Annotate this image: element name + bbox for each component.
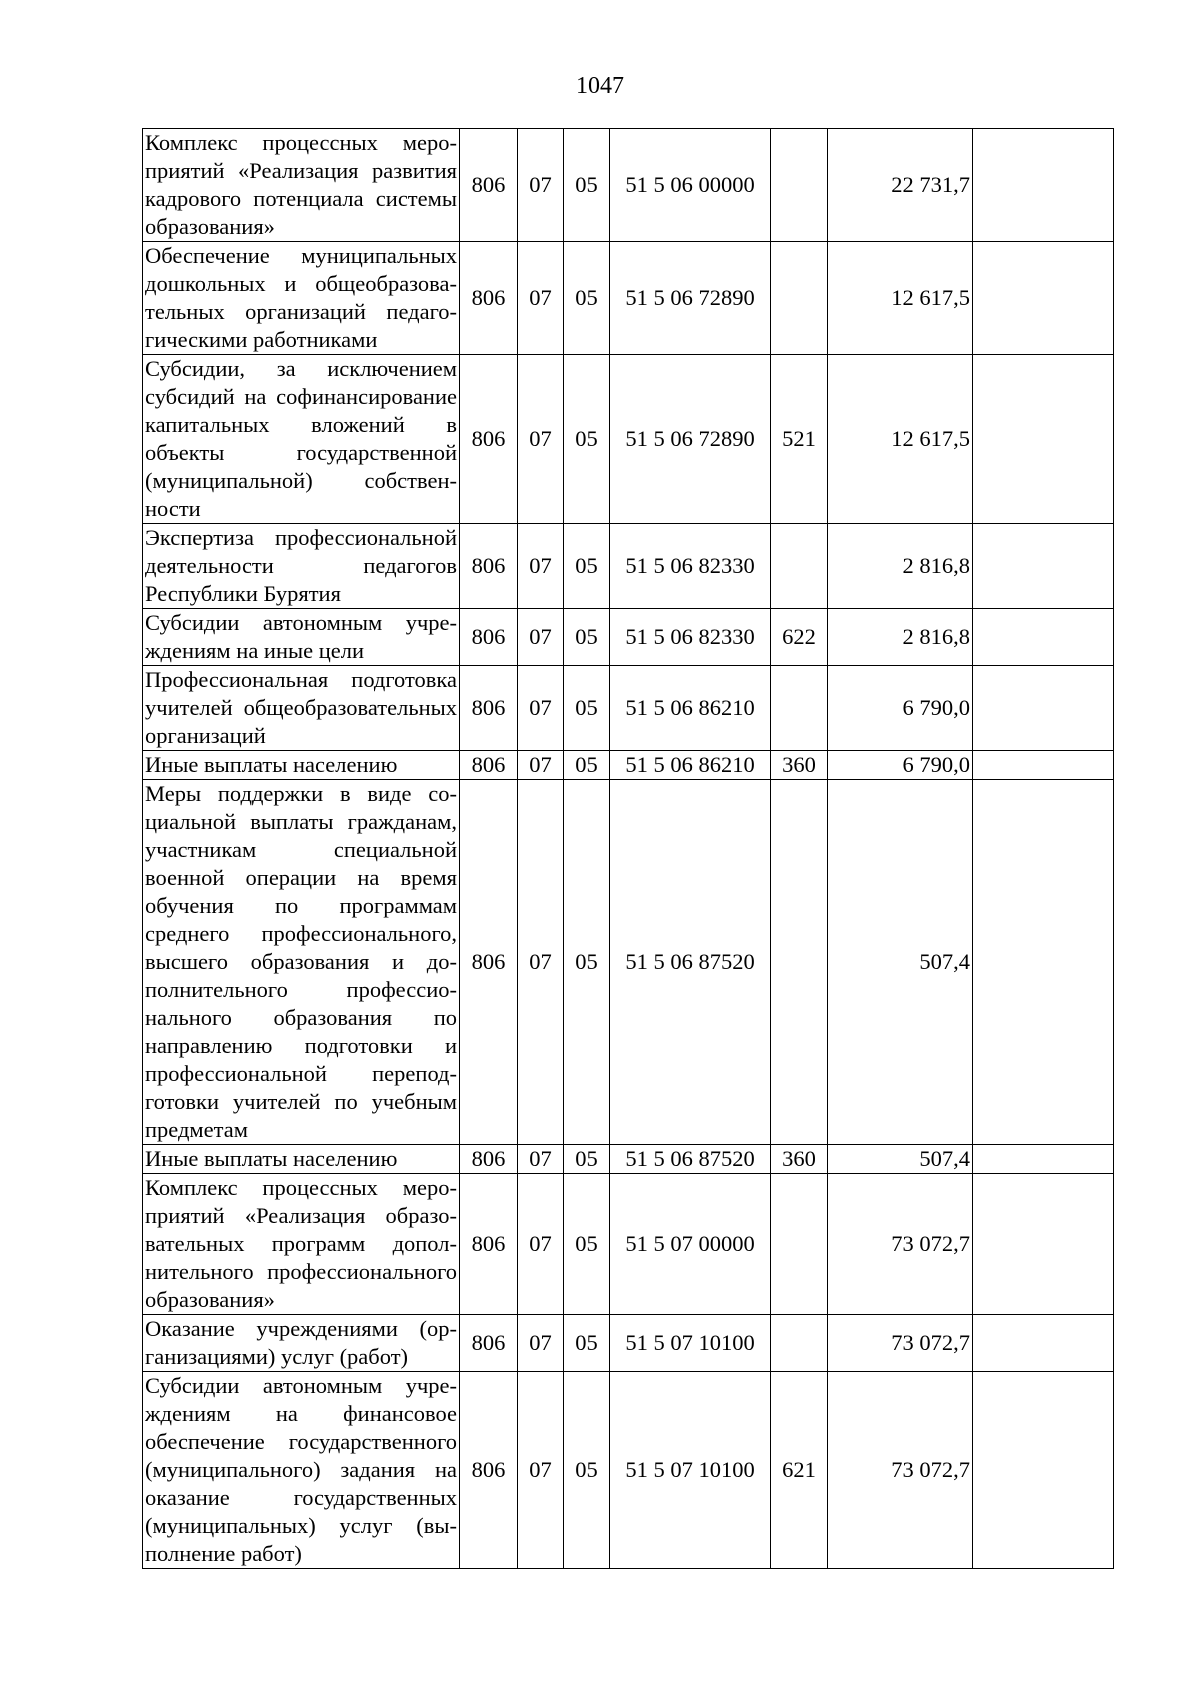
ministry-code: 806 xyxy=(460,1372,518,1569)
table-row xyxy=(143,129,1114,242)
row-name: Оказание учреждениями (организациями) услуг (работ) xyxy=(143,1315,460,1372)
target-article-code: 51 5 06 87520 xyxy=(610,1145,771,1174)
section-code: 07 xyxy=(518,666,564,751)
section-code: 07 xyxy=(518,1174,564,1315)
row-name: Комплекс процессных мероприятий «Реализация образовательных программ дополнительного профессионального образования» xyxy=(143,1174,460,1315)
section-code: 07 xyxy=(518,1145,564,1174)
amount: 73 072,7 xyxy=(828,1174,973,1315)
table-body xyxy=(143,129,1114,1569)
empty-cell xyxy=(973,1315,1114,1372)
subsection-code: 05 xyxy=(564,780,610,1145)
subsection-code: 05 xyxy=(564,1315,610,1372)
section-code: 07 xyxy=(518,1315,564,1372)
row-name: Субсидии автономным учреждениям на иные цели xyxy=(143,609,460,666)
section-code: 07 xyxy=(518,780,564,1145)
expense-type-code: 360 xyxy=(771,1145,828,1174)
table-row xyxy=(143,780,1114,1145)
expense-type-code: 521 xyxy=(771,355,828,524)
target-article-code: 51 5 06 86210 xyxy=(610,751,771,780)
target-article-code: 51 5 07 00000 xyxy=(610,1174,771,1315)
empty-cell xyxy=(973,1174,1114,1315)
table-row xyxy=(143,1315,1114,1372)
ministry-code: 806 xyxy=(460,780,518,1145)
subsection-code: 05 xyxy=(564,242,610,355)
amount: 6 790,0 xyxy=(828,751,973,780)
empty-cell xyxy=(973,129,1114,242)
target-article-code: 51 5 06 87520 xyxy=(610,780,771,1145)
target-article-code: 51 5 07 10100 xyxy=(610,1315,771,1372)
table-row xyxy=(143,242,1114,355)
expense-type-code xyxy=(771,1174,828,1315)
target-article-code: 51 5 06 72890 xyxy=(610,242,771,355)
subsection-code: 05 xyxy=(564,1372,610,1569)
empty-cell xyxy=(973,751,1114,780)
section-code: 07 xyxy=(518,129,564,242)
ministry-code: 806 xyxy=(460,355,518,524)
expense-type-code xyxy=(771,666,828,751)
section-code: 07 xyxy=(518,355,564,524)
amount: 507,4 xyxy=(828,780,973,1145)
amount: 73 072,7 xyxy=(828,1372,973,1569)
subsection-code: 05 xyxy=(564,609,610,666)
empty-cell xyxy=(973,666,1114,751)
expense-type-code xyxy=(771,129,828,242)
ministry-code: 806 xyxy=(460,1174,518,1315)
row-name: Меры поддержки в виде социальной выплаты гражданам, участникам специальной военной операции на время обучения по программам среднего профессионального, высшего образования и дополнительного профессионального образования по направлению подготовки и профессиональной переподготовки учителей по учебным предметам xyxy=(143,780,460,1145)
ministry-code: 806 xyxy=(460,1145,518,1174)
subsection-code: 05 xyxy=(564,751,610,780)
row-name: Профессиональная подготовка учителей общеобразовательных организаций xyxy=(143,666,460,751)
ministry-code: 806 xyxy=(460,524,518,609)
target-article-code: 51 5 06 00000 xyxy=(610,129,771,242)
expense-type-code xyxy=(771,1315,828,1372)
ministry-code: 806 xyxy=(460,1315,518,1372)
amount: 507,4 xyxy=(828,1145,973,1174)
section-code: 07 xyxy=(518,524,564,609)
subsection-code: 05 xyxy=(564,129,610,242)
target-article-code: 51 5 07 10100 xyxy=(610,1372,771,1569)
row-name: Комплекс процессных мероприятий «Реализация развития кадрового потенциала системы образования» xyxy=(143,129,460,242)
table-row xyxy=(143,1145,1114,1174)
amount: 12 617,5 xyxy=(828,242,973,355)
amount: 6 790,0 xyxy=(828,666,973,751)
table-row xyxy=(143,751,1114,780)
expense-type-code: 621 xyxy=(771,1372,828,1569)
empty-cell xyxy=(973,242,1114,355)
row-name: Субсидии, за исключением субсидий на софинансирование капитальных вложений в объекты государственной (муниципальной) собственности xyxy=(143,355,460,524)
table-row xyxy=(143,666,1114,751)
subsection-code: 05 xyxy=(564,1145,610,1174)
empty-cell xyxy=(973,524,1114,609)
target-article-code: 51 5 06 82330 xyxy=(610,609,771,666)
expense-type-code xyxy=(771,524,828,609)
subsection-code: 05 xyxy=(564,355,610,524)
section-code: 07 xyxy=(518,609,564,666)
table-row xyxy=(143,1372,1114,1569)
ministry-code: 806 xyxy=(460,751,518,780)
expense-type-code xyxy=(771,780,828,1145)
expense-type-code: 622 xyxy=(771,609,828,666)
empty-cell xyxy=(973,1372,1114,1569)
row-name: Иные выплаты населению xyxy=(143,751,460,780)
ministry-code: 806 xyxy=(460,609,518,666)
row-name: Иные выплаты населению xyxy=(143,1145,460,1174)
target-article-code: 51 5 06 82330 xyxy=(610,524,771,609)
table-row xyxy=(143,524,1114,609)
ministry-code: 806 xyxy=(460,242,518,355)
amount: 2 816,8 xyxy=(828,609,973,666)
row-name: Субсидии автономным учреждениям на финансовое обеспечение государственного (муниципального) задания на оказание государственных (муниципальных) услуг (выполнение работ) xyxy=(143,1372,460,1569)
row-name: Обеспечение муниципальных дошкольных и общеобразовательных организаций педагогическими работниками xyxy=(143,242,460,355)
amount: 12 617,5 xyxy=(828,355,973,524)
subsection-code: 05 xyxy=(564,1174,610,1315)
target-article-code: 51 5 06 86210 xyxy=(610,666,771,751)
empty-cell xyxy=(973,609,1114,666)
amount: 73 072,7 xyxy=(828,1315,973,1372)
budget-table xyxy=(142,128,1114,1569)
empty-cell xyxy=(973,1145,1114,1174)
ministry-code: 806 xyxy=(460,666,518,751)
empty-cell xyxy=(973,780,1114,1145)
page-number: 1047 xyxy=(576,73,624,99)
table-row xyxy=(143,1174,1114,1315)
row-name: Экспертиза профессиональной деятельности педагогов Республики Бурятия xyxy=(143,524,460,609)
amount: 22 731,7 xyxy=(828,129,973,242)
section-code: 07 xyxy=(518,1372,564,1569)
ministry-code: 806 xyxy=(460,129,518,242)
section-code: 07 xyxy=(518,242,564,355)
expense-type-code: 360 xyxy=(771,751,828,780)
subsection-code: 05 xyxy=(564,666,610,751)
expense-type-code xyxy=(771,242,828,355)
target-article-code: 51 5 06 72890 xyxy=(610,355,771,524)
table-row xyxy=(143,609,1114,666)
empty-cell xyxy=(973,355,1114,524)
subsection-code: 05 xyxy=(564,524,610,609)
amount: 2 816,8 xyxy=(828,524,973,609)
table-row xyxy=(143,355,1114,524)
section-code: 07 xyxy=(518,751,564,780)
